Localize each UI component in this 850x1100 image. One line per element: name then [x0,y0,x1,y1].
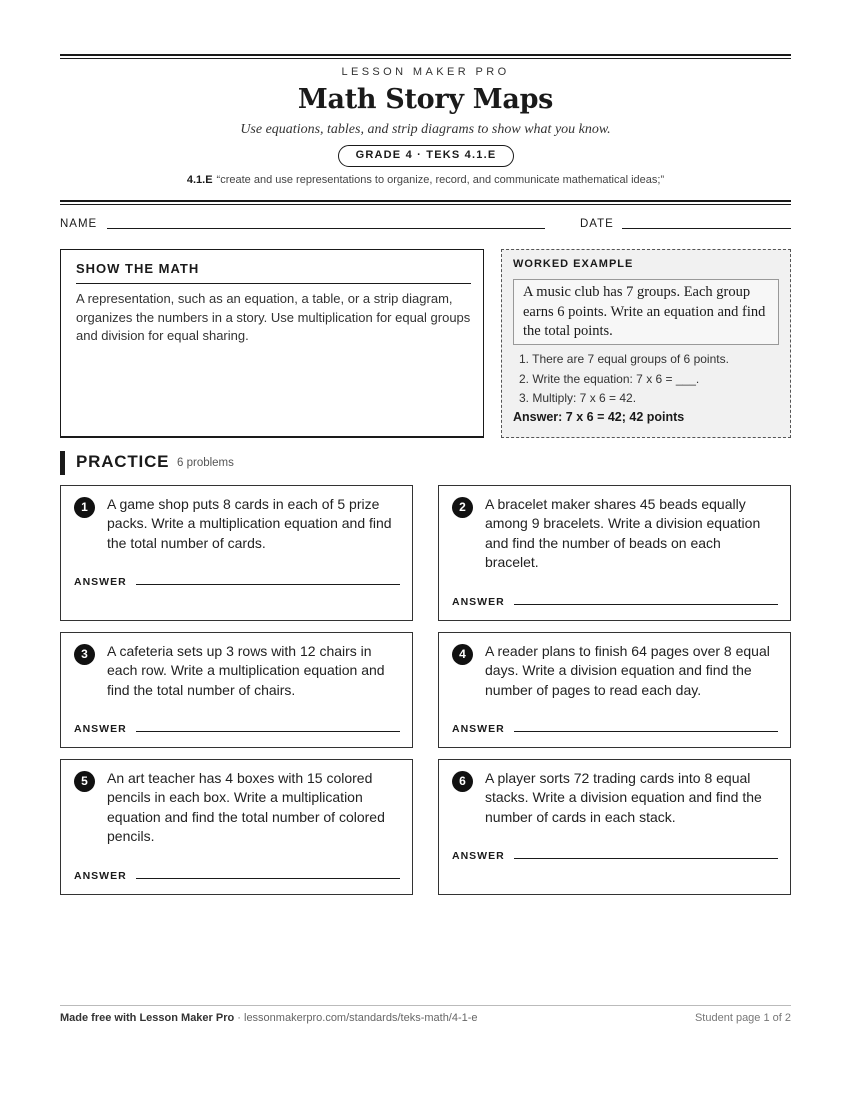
footer-page-number: Student page 1 of 2 [694,1012,791,1024]
answer-line-6[interactable] [514,858,778,859]
problem-text: A game shop puts 8 cards in each of 5 prize packs. Write a multiplication equation and find the total number of cards. [107,496,392,551]
worked-step: 1. There are 7 equal groups of 6 points. [519,352,729,366]
worksheet-page [60,0,791,1100]
name-field[interactable] [107,228,545,229]
answer-line-3[interactable] [136,731,400,732]
show-the-math-text: A representation, such as an equation, a table, or a strip diagram, organizes the numbers in a story. Use multiplication for equal groups and division for equal sharing. [76,291,471,343]
answer-line-4[interactable] [514,731,778,732]
worked-example-story: A music club has 7 groups. Each group earns 6 points. Write an equation and find the total points. [513,279,779,345]
answer-label: ANSWER [452,596,505,608]
answer-label: ANSWER [452,850,505,862]
name-label: NAME [60,218,98,230]
problem-text: A bracelet maker shares 45 beads equally among 9 bracelets. Write a division equation and find the number of beads on each bracelet. [485,496,761,570]
problem-number-badge: 1 [74,497,95,518]
standard-text: “create and use representations to organize, record, and communicate mathematical ideas;” [216,174,665,186]
show-the-math-rule [76,283,471,284]
footer-made-by: Made free with Lesson Maker Pro [60,1012,235,1024]
standard-line [60,174,791,186]
worked-step: 3. Multiply: 7 x 6 = 42. [519,391,637,405]
practice-title: PRACTICE [76,452,170,471]
problem-text: A reader plans to finish 64 pages over 8 equal days. Write a division equation and find the number of pages to read each day. [485,643,770,698]
problem-text: An art teacher has 4 boxes with 15 colored pencils in each box. Write a multiplication equation and find the total number of colored pencils. [107,770,385,844]
practice-count: 6 problems [177,457,234,469]
problem-card-4 [438,632,791,748]
problem-card-3 [60,632,413,748]
problem-number-badge: 2 [452,497,473,518]
problem-text: A player sorts 72 trading cards into 8 equal stacks. Write a division equation and find the number of cards in each stack. [485,770,762,825]
grade-badge: GRADE 4 · TEKS 4.1.E [338,145,514,167]
brand-name: LESSON MAKER PRO [341,66,510,78]
show-the-math-box [60,249,484,438]
answer-label: ANSWER [74,576,127,588]
top-rule [60,54,791,59]
date-field[interactable] [622,228,791,229]
worked-example-answer: Answer: 7 x 6 = 42; 42 points [513,410,685,424]
problem-number-badge: 6 [452,771,473,792]
show-the-math-title: SHOW THE MATH [76,261,200,276]
problem-card-5 [60,759,413,895]
problem-number-badge: 5 [74,771,95,792]
worked-example-steps [513,350,729,409]
problem-card-6 [438,759,791,895]
standard-code: 4.1.E [186,174,213,186]
date-label: DATE [580,218,614,230]
problem-card-2 [438,485,791,621]
answer-label: ANSWER [452,723,505,735]
worked-step: 2. Write the equation: 7 x 6 = ___. [519,371,700,386]
problem-card-1 [60,485,413,621]
answer-line-2[interactable] [514,604,778,605]
problem-text: A cafeteria sets up 3 rows with 12 chairs in each row. Write a multiplication equation and find the total number of chairs. [107,643,385,698]
footer-separator: · [234,1012,244,1024]
problem-number-badge: 3 [74,644,95,665]
worked-example-title: WORKED EXAMPLE [513,258,634,270]
practice-accent-bar [60,451,65,475]
answer-label: ANSWER [74,870,127,882]
worked-example-box [501,249,791,438]
page-title: Math Story Maps [297,84,554,115]
answer-line-1[interactable] [136,584,400,585]
footer-url[interactable]: lessonmakerpro.com/standards/teks-math/4-1-e [244,1012,478,1024]
page-subtitle: Use equations, tables, and strip diagrams to show what you know. [240,122,611,137]
header-bottom-rule [60,200,791,205]
answer-label: ANSWER [74,723,127,735]
answer-line-5[interactable] [136,878,400,879]
footer-rule [60,1005,791,1006]
problem-number-badge: 4 [452,644,473,665]
footer-credit [60,1012,478,1024]
